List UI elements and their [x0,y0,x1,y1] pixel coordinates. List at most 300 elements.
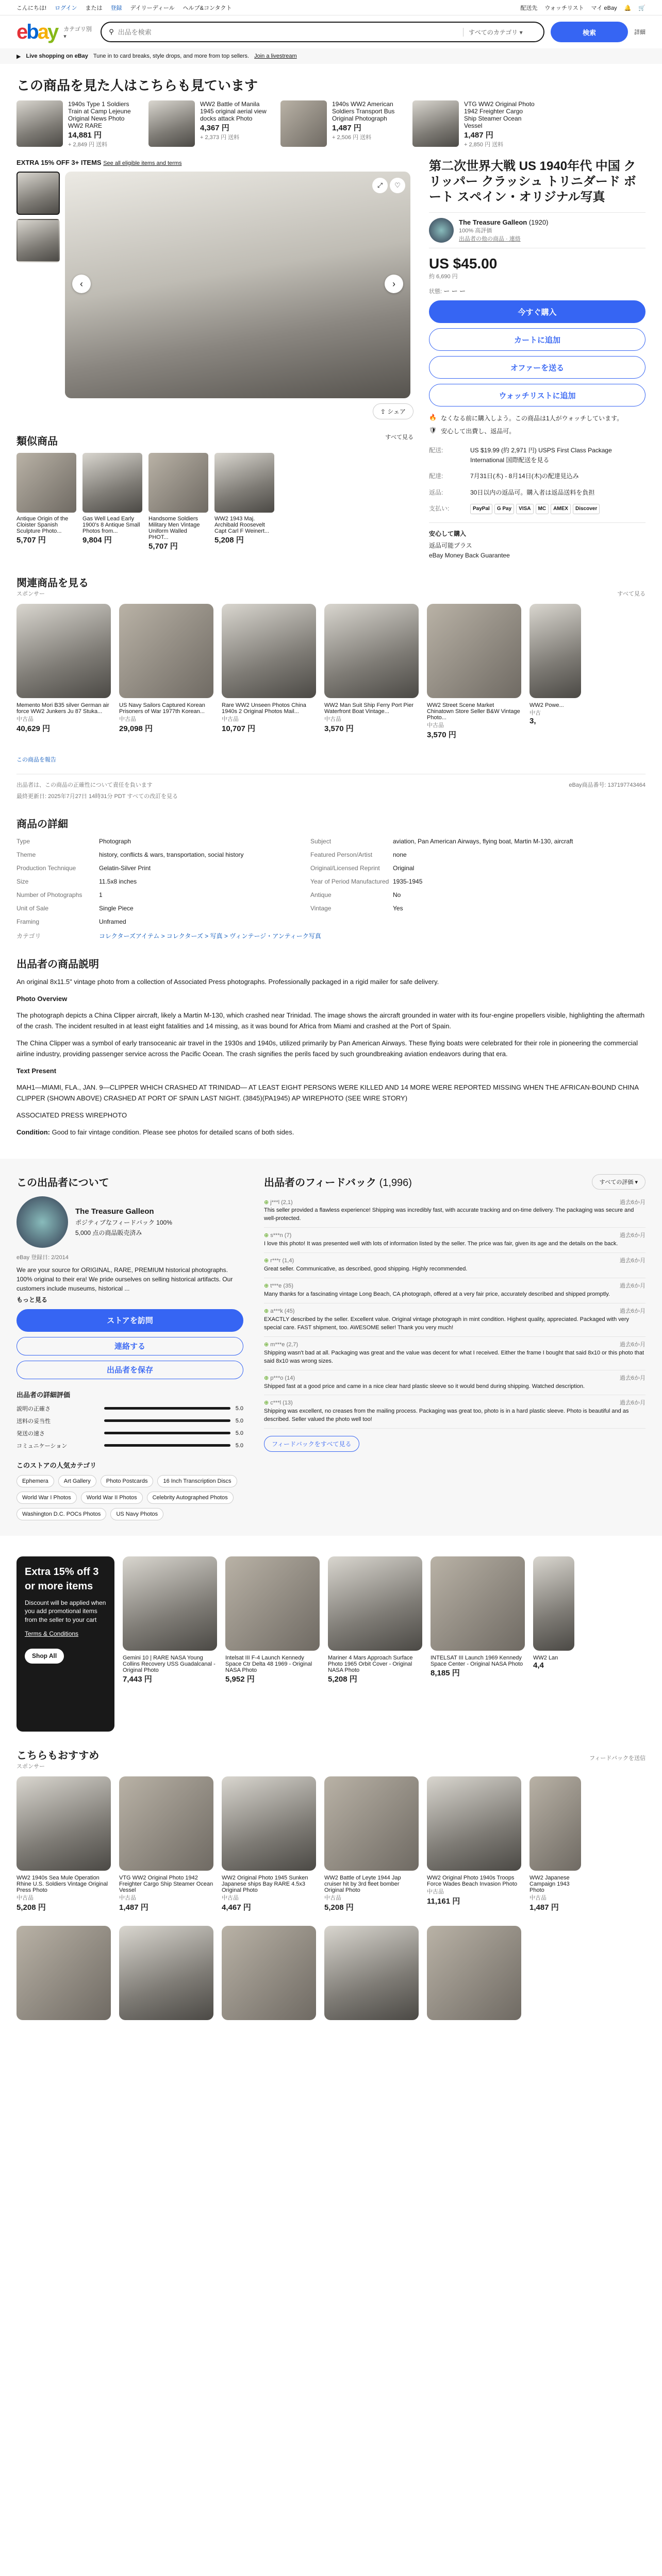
report-link[interactable]: この商品を報告 [16,756,56,763]
item-title[interactable]: WW2 Man Suit Ship Ferry Port Pier Waterfront Boat Vintage... [324,702,413,715]
item-title[interactable]: 1940s WW2 American Soldiers Transport Bus Original Photograph [332,100,395,122]
item-title[interactable]: WW2 1943 Maj. Archibald Roosevelt Capt Carl F Weinert... [214,516,270,534]
popular-cats-title: このストアの人気カテゴリ [16,1461,97,1469]
item-price-jp: 約 6,690 円 [429,274,458,280]
item-image[interactable] [324,1926,419,2020]
item-image[interactable] [16,604,111,698]
feedback-text: This seller provided a flawless experience! Shipping was incredibly fast, with accurate tracking and on-time delivery. The packaging was secure and well-protected. [264,1207,634,1222]
desc-overview-heading: Photo Overview [16,994,68,1003]
prev-image-button[interactable]: ‹ [72,275,91,293]
feedback-filter[interactable]: すべての評価 ▾ [592,1174,646,1190]
item-image[interactable] [222,1926,316,2020]
return-text: 安心して出費し、返品可。 [441,428,516,435]
about-seller-name[interactable]: The Treasure Galleon [75,1207,154,1216]
cart-icon[interactable]: 🛒 [638,5,646,11]
item-image[interactable] [533,1556,574,1651]
info-label: 配達: [429,472,443,480]
feedback-item [264,1395,646,1429]
item-image[interactable] [225,1556,320,1651]
thumbnail[interactable] [16,219,60,262]
item-price: 11,161 円 [427,1896,460,1906]
feedback-text: I love this photo! It was presented well with lots of information listed by the seller. The price was fair, given its age and the details on the back. [264,1241,618,1247]
recs-feedback[interactable]: フィードバックを送信 [589,1755,646,1761]
item-image[interactable] [222,1776,316,1871]
item-number: eBay商品番号: 137197743464 [569,782,646,788]
feedback-user: a***k (45) [270,1308,295,1314]
item-title[interactable]: WW2 Battle of Manila 1945 original aerial view docks attack Photo [200,100,267,122]
promo-banner: EXTRA 15% OFF 3+ ITEMS [16,159,102,166]
feedback-item [264,1253,646,1278]
item-title[interactable]: Handsome Soldiers Military Men Vintage Uniform Walled PHOT... [148,516,200,540]
search-button[interactable]: 検索 [551,22,628,42]
feedback-date: 過去6か月 [619,1400,646,1406]
recent-title: この商品を見た人はこちらも見ています [16,78,258,93]
or-text: または [85,5,103,11]
share-button[interactable] [373,403,413,419]
feedback-user: s***n (7) [270,1232,292,1239]
item-title[interactable]: 1940s Type 1 Soldiers Train at Camp Lejeune Original News Photo WW2 RARE [68,100,131,129]
seller-name[interactable]: The Treasure Galleon [459,218,527,226]
item-image[interactable] [82,453,142,513]
daily-deals-link[interactable]: デイリーディール [130,5,175,11]
contact-button[interactable]: 連絡する [16,1337,243,1355]
recs-image-only[interactable] [427,1926,521,2024]
feedback-filter-label: すべての評価 [599,1179,634,1185]
item-image[interactable] [214,453,274,513]
related-item[interactable] [16,604,111,740]
category-select-label: すべてのカテゴリ [469,28,518,36]
thumbnail-list [16,172,60,398]
similar-title: 類似商品 [16,436,58,447]
bell-icon[interactable]: 🔔 [624,5,632,11]
feedback-text: EXACTLY described by the seller. Excellent value. Original vintage photograph in mint condition. Highest quality, appreciated. Packaged with very special care. FAST shipment, too. AWESOME seller! Thank you very much! [264,1316,630,1331]
live-icon: ▶ [16,53,21,60]
item-price: 10,707 円 [222,724,256,733]
shop-all-button[interactable]: Shop All [25,1649,64,1664]
item-image[interactable] [123,1556,217,1651]
similar-list [16,453,413,551]
detail-value: Gelatin-Silver Print [99,864,151,872]
detail-key: Original/Licensed Reprint [310,864,380,872]
recent-item[interactable] [16,100,140,148]
mastercard-icon: MC [536,504,549,514]
detail-key: Vintage [310,904,332,912]
item-image[interactable] [119,1776,213,1871]
item-image[interactable] [119,604,213,698]
main-image[interactable] [65,172,410,398]
recent-item[interactable] [412,100,536,148]
category-chip[interactable]: World War I Photos [16,1492,77,1504]
promo-terms-link[interactable]: See all eligible items and terms [103,160,182,166]
rating-row [16,1429,243,1437]
detail-value: 11.5x8 inches [99,877,137,885]
seller-count: (1920) [528,218,549,226]
visa-icon: VISA [516,504,533,514]
promo-item[interactable] [225,1556,320,1732]
positive-icon: ⊕ [264,1199,269,1206]
item-price: 5,208 円 [16,1903,46,1912]
item-title[interactable]: Gemini 10 | RARE NASA Young Collins Recovery USS Guadalcanal - Original Photo [123,1654,216,1673]
item-shipping: + 2,506 円 送料 [332,134,372,141]
save-seller-button[interactable]: 出品者を保存 [16,1361,243,1379]
item-image[interactable] [427,1926,521,2020]
category-chip[interactable]: World War II Photos [81,1492,143,1504]
watchlist-link[interactable]: ウォッチリスト [544,5,584,11]
similar-item[interactable] [148,453,208,551]
visit-store-button[interactable]: ストアを訪問 [16,1309,243,1332]
desc-intro: An original 8x11.5" vintage photo from a collection of Associated Press photographs. Professionally packaged in a rigid mailer for safe delivery. [16,977,439,986]
item-image[interactable] [16,100,63,147]
category-chip[interactable]: Photo Postcards [101,1475,154,1487]
buy-box [429,159,646,559]
info-label: 支払い: [429,504,450,512]
my-ebay-link[interactable]: マイ eBay [591,5,617,11]
item-price: 4,4 [533,1660,544,1670]
feedback-date: 過去6か月 [619,1375,646,1381]
meta-note: 出品者は、この商品の正確性について責任を負います [16,782,153,788]
item-title[interactable]: Rare WW2 Unseen Photos China 1940s 2 Original Photos Mail... [222,702,306,715]
feedback-user: t***e (35) [270,1283,293,1290]
item-title[interactable]: US Navy Sailors Captured Korean Prisoners of War 1977th Korean... [119,702,205,715]
item-image[interactable] [280,100,327,147]
item-title[interactable]: VTG WW2 Original Photo 1942 Freighter Cargo Ship Steamer Ocean Vessel [119,1874,213,1893]
details-title: 商品の詳細 [16,818,68,830]
recs-image-only[interactable] [324,1926,419,2024]
desc-text-heading: Text Present [16,1066,57,1075]
feedback-list [264,1195,646,1429]
recs-item[interactable] [324,1776,419,1912]
category-chip[interactable]: Celebrity Autographed Photos [147,1492,234,1504]
detail-value[interactable]: コレクターズアイテム > コレクターズ > 写真 > ヴィンテージ・アンティーク写真 [99,932,321,940]
desc-history: The China Clipper was a symbol of early transoceanic air travel in the 1930s and 1940s, utilized primarily by Pan American Airways. These flying boats were celebrated for their role in pioneering the commercial airline industry, providing passenger service across the Pacific Ocean. The crash signifies the perils faced by such groundbreaking aviation endeavors during that era. [16,1039,638,1058]
item-price: 3, [529,716,536,725]
item-condition: 中古品 [427,1888,444,1895]
item-price: 8,185 円 [431,1668,460,1677]
promo-section [16,1556,646,1732]
positive-icon: ⊕ [264,1400,269,1406]
item-image[interactable] [324,604,419,698]
item-shipping: + 2,849 円 送料 [68,142,108,148]
item-image[interactable] [427,1776,521,1871]
heart-icon[interactable]: ♡ [390,178,405,193]
feedback-user: r***r (1,4) [270,1258,294,1264]
top-bar [0,0,662,15]
add-to-cart-button[interactable]: カートに追加 [429,328,646,351]
item-title[interactable]: WW2 Powe... [529,702,564,708]
make-offer-button[interactable]: オファーを送る [429,356,646,379]
shield-icon: 🛡 [429,427,437,434]
item-condition: 中古品 [119,1894,136,1901]
about-joined: eBay 登録日: 2/2014 [16,1254,69,1261]
item-image[interactable] [529,604,581,698]
condition-label: 状態: [429,289,442,295]
item-image[interactable] [16,1776,111,1871]
buy-now-button[interactable]: 今すぐ購入 [429,300,646,323]
similar-see-all[interactable]: すべて見る [385,434,413,440]
item-price: 14,881 円 [68,131,102,140]
item-title[interactable]: Memento Mori B35 silver German air force WW2 Junkers Ju 87 Stuka... [16,702,109,715]
ship-to-link[interactable]: 配送先 [520,5,538,11]
item-condition: 中古品 [324,716,341,722]
category-chip[interactable]: Washington D.C. POCs Photos [16,1508,106,1520]
desc-caption: MAH1—MIAMI, FLA., JAN. 9—CLIPPER WHICH CRASHED AT TRINIDAD— AT LEAST EIGHT PERSONS WERE KILLED AND 14 MORE WERE REPORTED MISSING WHEN THE AFRICAN-BOUND CHINA CLIPPER (SHOWN ABOVE) CRASHED AT PORT OF SPAIN LAST NIGHT. (3845)(PA1945) AP WIREPHOTO (SEE WIRE STORY) [16,1083,639,1103]
seller-links[interactable]: 出品者の他の商品 · 連絡 [459,235,521,242]
item-price: 1,487 円 [332,124,361,132]
seller-card [429,212,646,248]
feedback-user: c***l (13) [270,1400,293,1406]
item-image[interactable] [431,1556,525,1651]
recs-item[interactable] [222,1776,316,1912]
feedback-item [264,1303,646,1337]
promo-item[interactable] [533,1556,574,1732]
advanced-search-link[interactable]: 詳細 [634,29,646,36]
item-price: 40,629 円 [16,724,51,733]
item-price: 5,208 円 [214,536,244,545]
detail-value: Yes [393,904,403,912]
ebay-logo[interactable]: ebay [16,21,58,43]
detail-key [310,918,393,925]
recs-image-only[interactable] [119,1926,213,2024]
about-title: この出品者について [16,1177,109,1189]
related-item[interactable] [427,604,521,740]
promo-item[interactable] [123,1556,217,1732]
feedback-date: 過去6か月 [619,1341,646,1348]
item-image[interactable] [148,453,208,513]
live-text: Tune in to card breaks, style drops, and more from top sellers. [93,53,250,59]
category-chip[interactable]: US Navy Photos [110,1508,163,1520]
rating-fill [104,1407,230,1410]
feedback-date: 過去6か月 [619,1283,646,1290]
search-icon: ⚲ [109,28,114,36]
search-input[interactable] [118,28,459,36]
detail-key: Production Technique [16,864,76,872]
about-blurb: We are your source for ORIGINAL, RARE, PREMIUM historical photographs. 100% original to their era! We pride ourselves on selling historical artifacts. Our customers include museums, historical ... [16,1266,233,1292]
register-link[interactable]: 登録 [110,5,122,11]
item-title[interactable]: VTG WW2 Original Photo 1942 Freighter Cargo Ship Steamer Ocean Vessel [464,100,535,129]
item-image[interactable] [148,100,195,147]
related-item[interactable] [529,604,581,740]
rating-row [16,1442,243,1450]
guarantee-title: 安心して購入 [429,530,467,537]
item-title[interactable]: Intelsat III F-4 Launch Kennedy Space Ctr Delta 48 1969 - Original NASA Photo [225,1654,312,1673]
rating-value: 5.0 [235,1442,243,1449]
item-image[interactable] [16,453,76,513]
recently-viewed-list [16,100,646,148]
category-chip[interactable]: Ephemera [16,1475,54,1487]
feedback-item [264,1195,646,1228]
feedback-text: Great seller. Communicative, as described, good shipping. Highly recommended. [264,1266,468,1273]
recs-image-only[interactable] [222,1926,316,2024]
detail-value: none [393,851,407,858]
rating-label: 発送の速さ [16,1430,45,1437]
promo-item[interactable] [328,1556,422,1732]
recent-item[interactable] [148,100,272,148]
recs-list [16,1776,646,1912]
item-title[interactable]: WW2 Street Scene Market Chinatown Store Seller B&W Vintage Photo... [427,702,520,721]
feedback-item [264,1228,646,1253]
category-chips [16,1475,243,1520]
seller-avatar[interactable] [429,218,454,243]
watchlist-button[interactable]: ウォッチリストに追加 [429,384,646,406]
item-title[interactable]: Antique Origin of the Cloister Spanish Sculpture Photo... [16,516,69,534]
expand-icon[interactable]: ⤢ [372,178,388,193]
related-item[interactable] [222,604,316,740]
about-more[interactable]: もっと見る [16,1296,48,1303]
item-price-main: US $45.00 [429,256,498,272]
description [16,956,646,1138]
live-label: Live shopping on eBay [26,53,88,59]
feedback-user: j***l (2,1) [270,1199,293,1206]
feedback-user: m***e (2,7) [270,1341,299,1348]
detail-value: Photograph [99,837,131,845]
recs-item[interactable] [119,1776,213,1912]
detail-key: Size [16,877,29,885]
last-updated: 最終更新日: 2025年7月27日 14時31分 PDT すべての改訂を見る [16,793,178,800]
flame-icon: 🔥 [429,414,437,421]
item-price: 29,098 円 [119,724,153,733]
rating-track [104,1432,230,1434]
detail-key: Featured Person/Artist [310,851,373,858]
category-chip[interactable]: 16 Inch Transcription Discs [157,1475,237,1487]
feedback-date: 過去6か月 [619,1232,646,1239]
rating-row [16,1417,243,1425]
feedback-date: 過去6か月 [619,1199,646,1206]
positive-icon: ⊕ [264,1232,269,1239]
similar-item[interactable] [82,453,142,551]
item-image[interactable] [119,1926,213,2020]
item-condition: 中古品 [16,1894,34,1901]
detail-value [393,918,604,925]
promo-item[interactable] [431,1556,525,1732]
details-grid [16,838,646,940]
item-price: 5,952 円 [225,1674,255,1684]
item-condition: 中古品 [529,1894,547,1901]
thumbnail[interactable] [16,172,60,215]
item-price: 3,570 円 [324,724,354,733]
item-title[interactable]: Mariner 4 Mars Approach Surface Photo 1965 Orbit Cover - Original NASA Photo [328,1654,413,1673]
shipping-info [429,446,646,514]
related-title: 関連商品を見る [16,577,89,589]
feedback-text: Shipping wasn't bad at all. Packaging was great and the value was decent for what I received. Either the frame I bought that said 8x10 or this photo that said 8x10 was wrong sizes. [264,1349,644,1364]
promo-list [123,1556,574,1732]
live-link[interactable]: Join a livestream [254,53,297,59]
item-title[interactable]: WW2 Original Photo 1945 Sunken Japanese ships Bay RARE 4.5x3 Original Photo [222,1874,308,1893]
payment-icons [470,504,600,514]
item-shipping: + 2,373 円 送料 [200,134,240,141]
similar-item[interactable] [16,453,76,551]
greeting: こんにちは! [16,5,47,11]
promo-terms[interactable]: Terms & Conditions [25,1630,79,1637]
feedback-text: Shipping was excellent, no creases from the mailing process. Packaging was great too, photo is in a hard plastic sleeve. Photo is beautiful and as described. Seller valued the photo well too! [264,1408,629,1423]
image-gallery [16,159,413,559]
category-select[interactable]: すべてのカテゴリ ▾ [463,28,540,37]
item-title[interactable]: WW2 1940s Sea Mule Operation Rhine U.S. Soldiers Vintage Original Press Photo [16,1874,108,1893]
recent-item[interactable] [280,100,404,148]
item-image[interactable] [427,604,521,698]
item-title[interactable]: WW2 Lan [533,1654,558,1661]
live-banner [0,48,662,64]
recs-image-only[interactable] [16,1926,111,2024]
about-pct: ポジティブなフィードバック 100% [75,1219,172,1227]
discover-icon: Discover [573,504,600,514]
see-all-feedback-button[interactable]: フィードバックをすべて見る [264,1436,359,1452]
item-condition: 中古品 [222,716,239,722]
recs-item[interactable] [16,1776,111,1912]
recs-item[interactable] [427,1776,521,1912]
info-label: 配送: [429,447,443,454]
positive-icon: ⊕ [264,1258,269,1264]
item-image[interactable] [16,1926,111,2020]
item-condition: 中古品 [324,1894,341,1901]
promo-card [16,1556,114,1732]
item-image[interactable] [324,1776,419,1871]
desc-overview: The photograph depicts a China Clipper aircraft, likely a Martin M-130, which crashed near Trinidad. The image shows the aircraft grounded in water with its four-engine propellers visible, highlighting the aftermath of the crash. The incident resulted in at least eight fatalities and 14 missing, as it was bound for Africa from Miami and crashed at the Port of Spain. [16,1011,645,1030]
item-title[interactable]: Gas Well Lead Early 1900's 8 Antique Small Photos from... [82,516,140,534]
item-price: 1,487 円 [529,1903,559,1912]
positive-icon: ⊕ [264,1308,269,1314]
help-link[interactable]: ヘルプ&コンタクト [183,5,232,11]
guarantee-line2[interactable]: eBay Money Back Guarantee [429,551,510,559]
signin-link[interactable]: ログイン [55,5,77,11]
feedback-item [264,1278,646,1303]
detail-key: Number of Photographs [16,891,82,899]
gpay-icon: G Pay [494,504,514,514]
desc-condition-label: Condition: [16,1128,50,1136]
item-image[interactable] [328,1556,422,1651]
detail-value: Single Piece [99,904,134,912]
item-image[interactable] [529,1776,581,1871]
item-title[interactable]: WW2 Original Photo 1940s Troops Force Wades Beach Invasion Photo [427,1874,518,1887]
item-condition: 中古品 [427,722,444,728]
item-price: 5,208 円 [324,1903,354,1912]
item-price: 5,208 円 [328,1674,357,1684]
detail-key: Subject [310,837,332,845]
seller-pct: 100% 高評価 [459,227,492,234]
rating-value: 5.0 [235,1417,243,1424]
rating-value: 5.0 [235,1405,243,1412]
item-image[interactable] [222,604,316,698]
item-title[interactable]: WW2 Battle of Leyte 1944 Jap cruiser hit by 3rd fleet bomber Original Photo [324,1874,401,1893]
item-price: 1,487 円 [464,131,493,140]
info-label: 返品: [429,488,443,496]
rating-bars [16,1404,243,1450]
related-see-all[interactable]: すべて見る [617,590,646,597]
item-price: 5,707 円 [148,542,178,551]
feedback-count: (1,996) [379,1177,412,1189]
related-item[interactable] [324,604,419,740]
related-item[interactable] [119,604,213,740]
next-image-button[interactable]: › [385,275,403,293]
feedback-item [264,1337,646,1370]
similar-item[interactable] [214,453,274,551]
popular-text: なくなる前に購入しよう。この商品は1人がウォッチしています。 [440,415,623,422]
feedback-title: 出品者のフィードバック [264,1177,376,1189]
rating-label: コミュニケーション [16,1443,68,1449]
shop-by-category[interactable]: カテゴリ別 ▾ [63,26,92,40]
item-image[interactable] [412,100,459,147]
feedback-item [264,1370,646,1396]
share-label: シェア [387,408,406,415]
item-title[interactable]: INTELSAT III Launch 1969 Kennedy Space Center - Original NASA Photo [431,1654,523,1667]
recs-item[interactable] [529,1776,581,1912]
detail-key: Theme [16,851,36,858]
item-price: 4,467 円 [222,1903,251,1912]
paypal-icon: PayPal [470,504,492,514]
seller-logo[interactable] [16,1196,68,1248]
item-title[interactable]: WW2 Japanese Campaign 1943 Photo [529,1874,570,1893]
category-chip[interactable]: Art Gallery [58,1475,96,1487]
rating-track [104,1419,230,1422]
